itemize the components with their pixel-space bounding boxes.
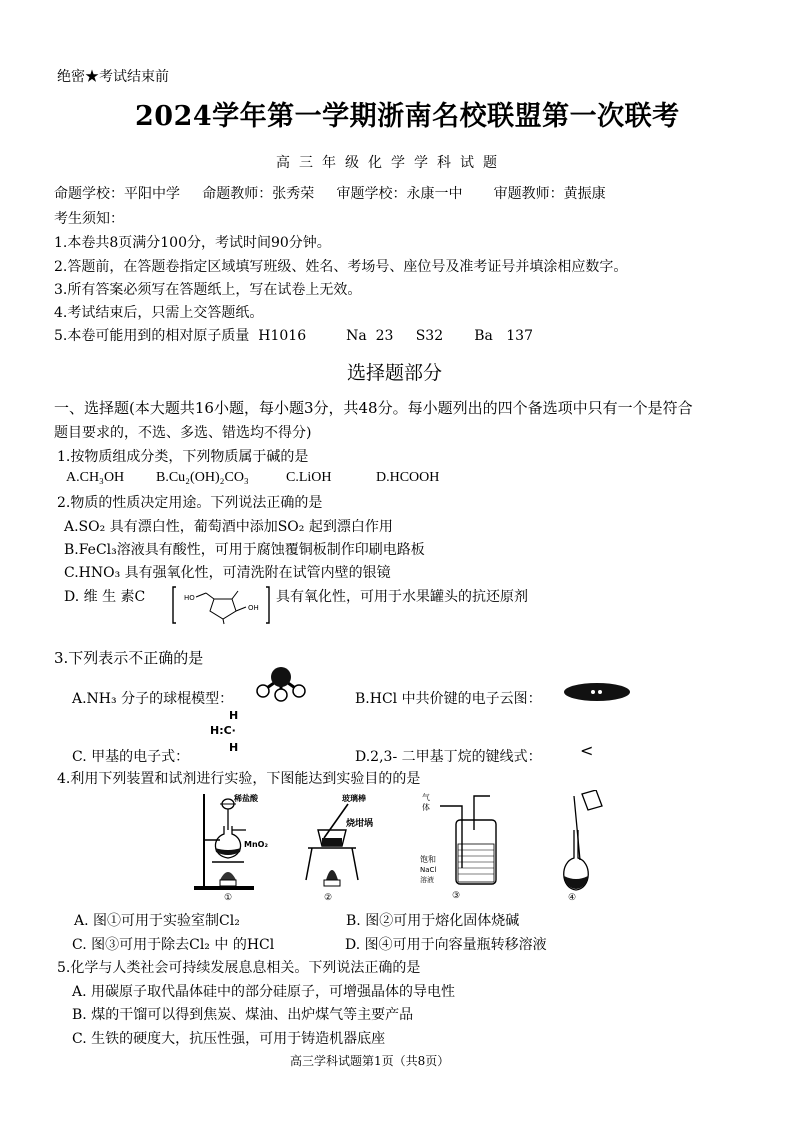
- notice-heading: 考生须知：: [54, 211, 124, 227]
- q4-option-d: D. 图④可用于向容量瓶转移溶液: [345, 937, 547, 953]
- q2-option-d-prefix: D. 维 生 素C: [64, 589, 146, 605]
- apparatus-1: [190, 790, 268, 902]
- notice-item-5: 5.本卷可能用到的相对原子质量 H1016 Na 23 S32 Ba 137: [54, 328, 533, 344]
- label-crucible: 烧坩埚: [346, 819, 374, 829]
- q4-stem: 4.利用下列装置和试剂进行实验，下图能达到实验目的的是: [57, 771, 421, 787]
- methyl-h-top: H: [229, 709, 239, 722]
- dimethylbutane-skeletal: <: [580, 741, 594, 760]
- q5-option-a: A. 用碳原子取代晶体硅中的部分硅原子，可增强晶体的导电性: [72, 984, 456, 1000]
- q4-option-c: C. 图③可用于除去Cl₂ 中 的HCl: [72, 937, 275, 953]
- part1-heading-line1: 一、选择题(本大题共16小题，每小题3分，共48分。每小题列出的四个备选项中只有一个是符合: [54, 399, 693, 417]
- notice-item-1: 1.本卷共8页满分100分，考试时间90分钟。: [54, 235, 331, 251]
- methyl-mid: H:C·: [210, 724, 236, 737]
- label-solution: 溶液: [420, 876, 434, 884]
- label-saturated: 饱和: [420, 855, 436, 864]
- q2-option-b: B.FeCl₃溶液具有酸性，可用于腐蚀覆铜板制作印刷电路板: [64, 542, 425, 558]
- vitc-ho-label: HO: [184, 594, 195, 602]
- label-mno2: MnO₂: [244, 840, 268, 849]
- q3-option-a: A.NH₃ 分子的球棍模型：: [72, 691, 234, 707]
- notice-item-2: 2.答题前，在答题卷指定区域填写班级、姓名、考场号、座位号及准考证号并填涂相应数字。: [54, 259, 628, 275]
- q5-option-c: C. 生铁的硬度大，抗压性强，可用于铸造机器底座: [72, 1031, 386, 1047]
- vitc-oh-label: OH: [248, 604, 259, 612]
- hcl-electron-cloud: [562, 681, 632, 703]
- exam-title: 2024学年第一学期浙南名校联盟第一次联考: [135, 101, 680, 132]
- q5-option-b: B. 煤的干馏可以得到焦炭、煤油、出炉煤气等主要产品: [72, 1007, 414, 1023]
- q1-option-d: D.HCOOH: [376, 470, 440, 485]
- notice-item-4: 4.考试结束后，只需上交答题纸。: [54, 305, 264, 321]
- q4-option-a: A. 图①可用于实验室制Cl₂: [74, 913, 240, 929]
- label-fig-1: ①: [224, 893, 233, 902]
- label-gas: 气: [422, 793, 430, 802]
- label-rod: 玻璃棒: [342, 794, 366, 803]
- q2-option-c: C.HNO₃ 具有强氧化性，可清洗附在试管内壁的银镜: [64, 565, 391, 581]
- exam-subtitle: 高三年级化学学科试题: [276, 155, 506, 171]
- methyl-h-bottom: H: [229, 741, 239, 754]
- q4-option-b: B. 图②可用于熔化固体烧碱: [346, 913, 520, 929]
- q2-option-d-suffix: 具有氧化性，可用于水果罐头的抗还原剂: [276, 589, 528, 605]
- q3-option-b: B.HCl 中共价键的电子云图：: [355, 691, 542, 707]
- nh3-ball-stick-model: [250, 666, 312, 702]
- q2-stem: 2.物质的性质决定用途。下列说法正确的是: [57, 495, 323, 511]
- confidential-mark: 绝密★考试结束前: [57, 69, 169, 85]
- q1-option-b: B.Cu₂(OH)₂CO₃: [156, 470, 249, 485]
- q3-stem: 3.下列表示不正确的是: [54, 649, 204, 667]
- q2-option-a: A.SO₂ 具有漂白性，葡萄酒中添加SO₂ 起到漂白作用: [64, 519, 393, 535]
- q5-stem: 5.化学与人类社会可持续发展息息相关。下列说法正确的是: [57, 960, 421, 976]
- q3-option-c: C. 甲基的电子式：: [72, 749, 190, 765]
- label-fig-2: ②: [324, 893, 333, 902]
- section-title: 选择题部分: [347, 362, 443, 384]
- page-footer: 高三学科试题第1页（共8页）: [290, 1054, 450, 1068]
- label-fig-3: ③: [452, 891, 461, 901]
- q1-stem: 1.按物质组成分类，下列物质属于碱的是: [57, 449, 309, 465]
- label-gas2: 体: [422, 803, 430, 812]
- notice-item-3: 3.所有答案必须写在答题纸上，写在试卷上无效。: [54, 282, 362, 298]
- part1-heading-line2: 题目要求的，不选、多选、错选均不得分): [54, 425, 312, 441]
- label-nacl: NaCl: [420, 866, 437, 874]
- apparatus-2: [300, 790, 380, 902]
- q1-option-c: C.LiOH: [286, 470, 332, 485]
- label-acid: 稀盐酸: [234, 794, 258, 803]
- q1-option-a: A.CH₃OH: [66, 470, 125, 485]
- apparatus-4: [552, 790, 612, 902]
- vitamin-c-structure: [172, 585, 270, 625]
- apparatus-3: [418, 790, 506, 902]
- label-fig-4: ④: [568, 893, 577, 902]
- author-line: 命题学校：平阳中学 命题教师：张秀荣 审题学校：永康一中 审题教师：黄振康: [54, 186, 606, 202]
- q3-option-d: D.2,3- 二甲基丁烷的键线式：: [355, 749, 542, 765]
